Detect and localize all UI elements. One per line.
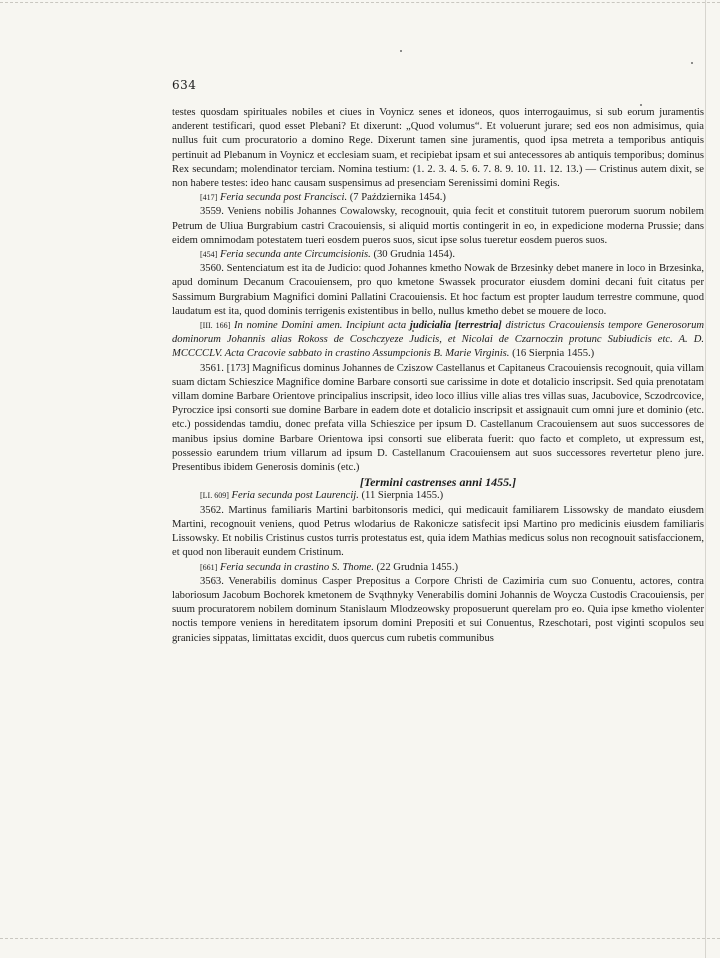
paragraph-3563: 3563. Venerabilis dominus Casper Prepositus a Corpore Christi de Cazimiria cum suo Conuentu, actores, contra laboriosum Jacobum Bochorek kmetonem de Svąthnyky Venerabilis domini Johannis de Woycza Custodis Cracouiensis, per suum procuratorem nobilem dominum Stanislaum Mlodzeowsky proposuerunt querelam pro eo. Quia ipse kmetho violenter noctis tempore veniens in hereditatem ipsorum domini Prepositi et sui Conuentus, Rzeschotari, post viginti scopulos seu granicies sippatas, limittatas excidit, duos quercus cum rubetis communibus <box>172 575 704 644</box>
paragraph-intro: testes quosdam spirituales nobiles et ciues in Voynicz senes et idoneos, quos interrogauimus, si sub eorum juramentis anderent testificari, quod esset Plebani? Et dixerunt: „Quod volumus“. Et voluerunt jurare; sed eos non admisimus, quia nullus fuit cum procuratorio a domino Rege. Dixerunt tamen sine juramentis, quod ipsa metreta a temporibus antiquis pertinuit ad Plebanum in Voynicz et ecclesiam suam, et recipiebat ipsam et sui antecessores ab antiquis temporibus; dominus Rex secundam; molendinator terciam. Nomina testium: (1. 2. 3. 4. 5. 6. 7. 8. 9. 10. 11. 12. 13.) — Cristinus autem dixit, se non habere testes: ideo hanc causam suspensimus ad presenciam Serenissimi domini Regis. <box>172 107 704 190</box>
note-title: Feria secunda in crastino S. Thome. <box>219 561 374 573</box>
date-note <box>172 248 704 262</box>
page-bottom-edge <box>0 938 720 939</box>
date-note <box>172 489 704 503</box>
date-note <box>172 191 704 205</box>
paragraph-3562: 3562. Martinus familiaris Martini barbitonsoris medici, qui medicauit familiarem Lissowsky de mandato eiusdem Martini, recognouit veniens, quod Petrus wlodarius de Rakonicze satisfecit ipsi Martino pro medicinis eiusdem familiaris Lissowsky. Et nobilis Cristinus custos turris protestatus est, quia idem Mathias medicus solus non recognouit satisfaccionem, et quod non liberauit eundem Cristinum. <box>172 504 704 559</box>
note-text: districtus Cracouiensis tempore Generosorum dominorum Johannis alias Rokoss de Coschczyeze Judicis, et Nicolai de Czarnoczin protunc Subiudicis etc. A. D. MCCCCLV. Acta Cracovie sabbato in crastino Assumpcionis B. Marie Virginis. <box>172 320 705 360</box>
note-title: Feria secunda post Laurencij. <box>231 490 359 502</box>
section-heading: [Termini castrenses anni 1455.] <box>359 475 517 490</box>
page-top-edge <box>0 2 720 3</box>
note-date: (22 Grudnia 1455.) <box>376 561 459 573</box>
note-date: (7 Października 1454.) <box>349 192 446 204</box>
note-title: Feria secunda ante Circumcisionis. <box>219 249 371 261</box>
note-date: (11 Sierpnia 1455.) <box>361 490 444 502</box>
paragraph-3559: 3559. Veniens nobilis Johannes Cowalowsky, recognouit, quia fecit et constituit tutorem puerorum suorum nobilem Petrum de Uliua Burgrabium castri Cracouiensis, si aliquid mortis contingerit in eo, in expedicione moderna Prussie; dans eidem omnimodam potestatem tueri eosdem pueros suos, sicut ipse solus tueretur eosdem pueros suos. <box>172 206 704 246</box>
scan-speck <box>691 62 693 64</box>
note-ref: [454] <box>200 250 218 260</box>
note-date: (16 Sierpnia 1455.) <box>512 348 595 360</box>
acta-heading-note <box>172 319 704 362</box>
note-title: Feria secunda post Francisci. <box>219 192 348 204</box>
scan-speck <box>400 50 402 52</box>
note-ref: [LI. 609] <box>200 491 229 501</box>
page-right-edge <box>705 0 706 958</box>
note-ref: [417] <box>200 193 218 203</box>
note-ref: [III. 166] <box>200 321 231 331</box>
page-number: 634 <box>172 78 197 92</box>
note-bold-text: judicialia [terrestria] <box>409 320 502 332</box>
body-text <box>172 106 704 646</box>
note-text: In nomine Domini amen. Incipiunt acta <box>234 320 407 332</box>
paragraph-3561: 3561. [173] Magnificus dominus Johannes de Cziszow Castellanus et Capitaneus Cracouiensis recognouit, quia villam suam dictam Schieszice Magnifice domine Barbare consorti sue carissime in dote et dotalicio inscripsit. Sed quia prenotatam villam domine Barbare Orientove principalius inscripsit, ideo loco illius ville alias tres villas suas, Jacubovice, Sczodrcovice, Pyroczice ipsi consorti sue domine Barbare in eadem dote et dotalicio inscripsit et assignauit cum omni jure et dominio (etc. etc.) possidendas tamdiu, donec prefata villa Schieszice per ipsum D. Castellanum Cracouiensem aut suos successores de manibus ipsius domine Barbare Orientowa ipsi consorti sue eliberata fuerit: quo facto et completo, ut expressum est, possessio earundem trium villarum ad ipsum D. Castellanum Cracouiensem aut suos successores revertetur pleno jure. Presentibus ibidem Generosis dominis (etc.) <box>172 362 704 474</box>
note-date: (30 Grudnia 1454). <box>373 249 455 261</box>
paragraph-3560: 3560. Sentenciatum est ita de Judicio: quod Johannes kmetho Nowak de Brzesinky debet manere in loco in Brzesinka, apud dominum Decanum Cracouiensem, pro quo kmetone Swassek procurator eiusdem domini decani fuit citatus per Sassimum Burgrabium Magnifici domini Pallatini Cracouiensis. Et hoc factum est propter laudum terrestre commune, quod laudatum est ita, quod dominis terrigenis existentibus in bello, nullus kmetho debet se mouere de loco. <box>172 263 704 317</box>
note-ref: [661] <box>200 562 218 572</box>
date-note <box>172 561 704 575</box>
